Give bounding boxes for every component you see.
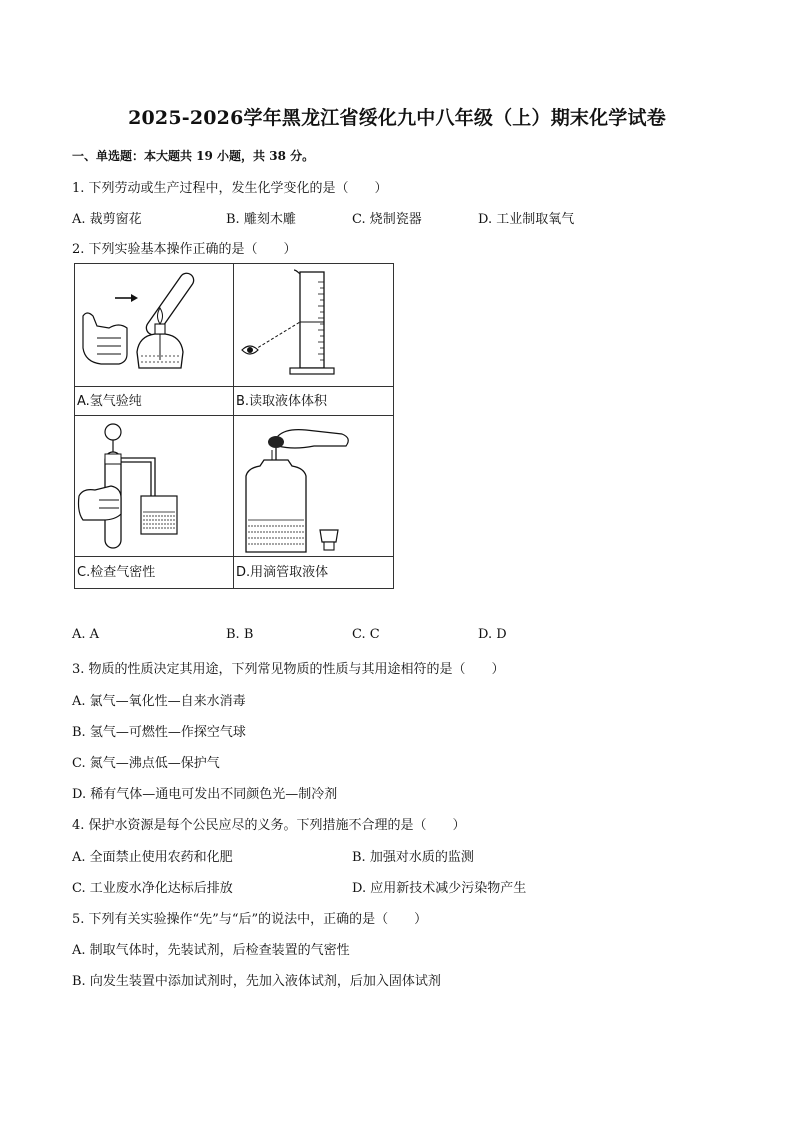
q1-option-a[interactable]: A. 裁剪窗花 xyxy=(72,212,142,227)
caption-a: A.氢气验纯 xyxy=(77,394,142,409)
question-5-stem: 5. 下列有关实验操作“先”与“后”的说法中，正确的是（ ） xyxy=(72,912,428,927)
q4-option-a[interactable]: A. 全面禁止使用农药和化肥 xyxy=(72,850,233,865)
q2-option-b[interactable]: B. B xyxy=(226,627,254,642)
q3-option-d[interactable]: D. 稀有气体—通电可发出不同颜色光—制冷剂 xyxy=(72,787,338,802)
exam-title: 2025-2026学年黑龙江省绥化九中八年级（上）期末化学试卷 xyxy=(128,107,666,129)
q4-option-d[interactable]: D. 应用新技术减少污染物产生 xyxy=(352,881,527,896)
experiment-figure-grid xyxy=(74,263,394,589)
q3-option-c[interactable]: C. 氮气—沸点低—保护气 xyxy=(72,756,220,771)
grid-divider xyxy=(75,556,393,557)
q2-option-a[interactable]: A. A xyxy=(72,627,100,642)
question-2-stem: 2. 下列实验基本操作正确的是（ ） xyxy=(72,242,297,257)
question-4-stem: 4. 保护水资源是每个公民应尽的义务。下列措施不合理的是（ ） xyxy=(72,818,466,833)
q2-option-c[interactable]: C. C xyxy=(352,627,380,642)
q3-option-b[interactable]: B. 氢气—可燃性—作探空气球 xyxy=(72,725,246,740)
section-heading: 一、单选题：本大题共 19 小题，共 38 分。 xyxy=(72,149,315,163)
q5-option-b[interactable]: B. 向发生装置中添加试剂时，先加入液体试剂，后加入固体试剂 xyxy=(72,974,441,989)
q5-option-a[interactable]: A. 制取气体时，先装试剂，后检查装置的气密性 xyxy=(72,943,350,958)
grid-divider xyxy=(75,386,393,387)
q1-option-b[interactable]: B. 雕刻木雕 xyxy=(226,212,296,227)
question-1-stem: 1. 下列劳动或生产过程中，发生化学变化的是（ ） xyxy=(72,181,388,196)
q2-option-d[interactable]: D. D xyxy=(478,627,507,642)
caption-b: B.读取液体体积 xyxy=(236,394,328,409)
q3-option-a[interactable]: A. 氯气—氧化性—自来水消毒 xyxy=(72,694,246,709)
caption-d: D.用滴管取液体 xyxy=(236,565,329,580)
hydrogen-test-illustration xyxy=(75,264,233,386)
cylinder-reading-illustration xyxy=(234,264,393,386)
q4-option-b[interactable]: B. 加强对水质的监测 xyxy=(352,850,474,865)
question-3-stem: 3. 物质的性质决定其用途，下列常见物质的性质与其用途相符的是（ ） xyxy=(72,662,505,677)
dropper-illustration xyxy=(234,416,393,556)
airtightness-illustration xyxy=(75,416,233,556)
caption-c: C.检查气密性 xyxy=(77,565,156,580)
q4-option-c[interactable]: C. 工业废水净化达标后排放 xyxy=(72,881,233,896)
q1-option-c[interactable]: C. 烧制瓷器 xyxy=(352,212,422,227)
q1-option-d[interactable]: D. 工业制取氧气 xyxy=(478,212,575,227)
